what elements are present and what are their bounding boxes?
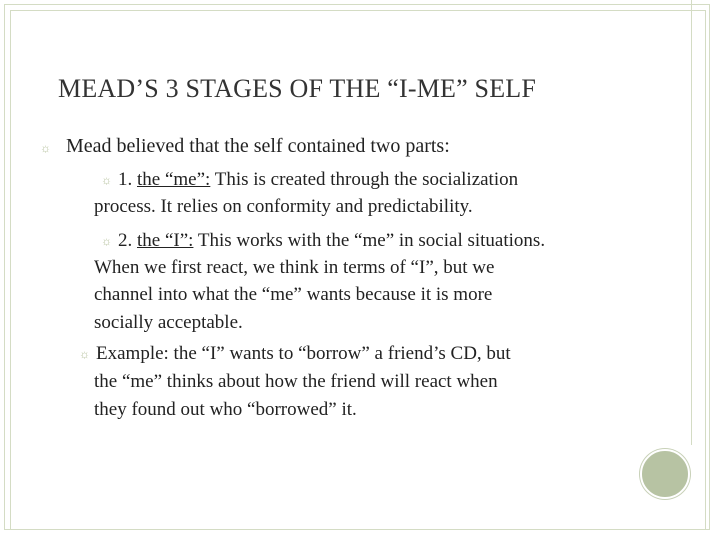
item1-text: This is created through the socialization	[210, 169, 519, 190]
main-bullet-text: Mead believed that the self contained two parts:	[66, 135, 450, 157]
item2-line2: When we first react, we think in terms of “I”, but we	[94, 257, 495, 278]
item2-line3: channel into what the “me” wants because it is more	[94, 284, 493, 305]
item1-line1	[118, 170, 518, 189]
decorative-circle	[640, 449, 690, 499]
example-line2: the “me” thinks about how the friend will react when	[94, 371, 498, 392]
item1-term: the “me”:	[137, 169, 211, 190]
circle-bullet-icon: ☼	[101, 173, 112, 187]
example-line3: they found out who “borrowed” it.	[94, 399, 357, 420]
slide-title: MEAD’S 3 STAGES OF THE “I-ME” SELF	[58, 74, 537, 103]
item1-number: 1.	[118, 169, 137, 190]
decorative-vertical-rule	[691, 0, 692, 445]
circle-bullet-icon: ☼	[40, 141, 51, 155]
item2-number: 2.	[118, 230, 137, 251]
item2-line1	[118, 231, 545, 250]
item2-text: This works with the “me” in social situations.	[193, 230, 546, 251]
item2-line4: socially acceptable.	[94, 312, 243, 333]
item2-term: the “I”:	[137, 230, 194, 251]
item1-line2: process. It relies on conformity and predictability.	[94, 196, 473, 217]
circle-bullet-icon: ☼	[79, 347, 90, 361]
example-line1: Example: the “I” wants to “borrow” a friend’s CD, but	[96, 343, 511, 364]
circle-bullet-icon: ☼	[101, 234, 112, 248]
